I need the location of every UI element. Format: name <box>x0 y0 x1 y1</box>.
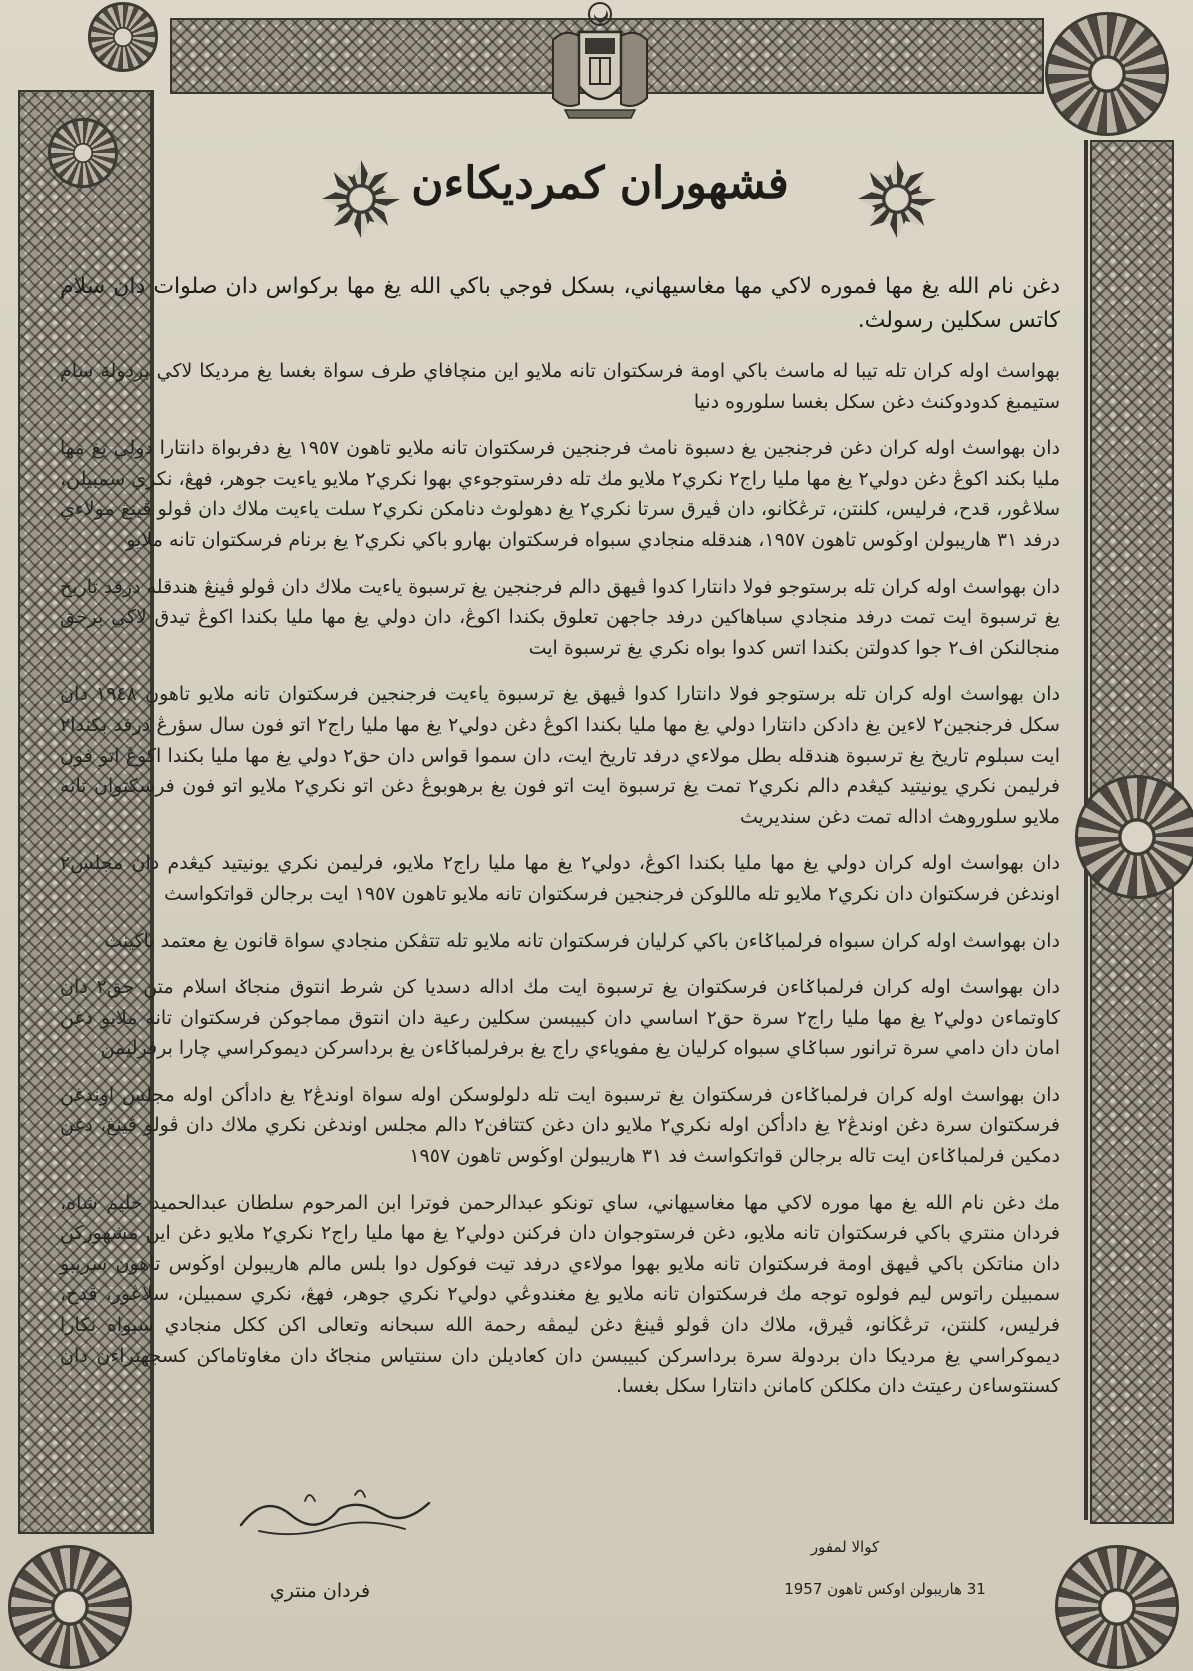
right-middle-rosette <box>1075 775 1193 899</box>
paragraph: دان بهواسث اوله كران فرلمباݢاءن فرسكتوان يغ ترسبوة ايت تله دلولوسكن اوله سواة اوندڠ٢ يغ دادأكن اوله مجلس اوندغن فرسكتوان سرة دغن اوندڠ٢ يغ دادأكن اوله نكري٢ ملايو دان دغن كتتافن٢ دالم مجلس اوندغن نكري ملاك دان ڤولو ڤينڠ، دغن دمكين فرلمباݢاءن ايت تاله برجالن قواتكواسث فد ٣١ هاريبولن اوڬوس تاهون ١٩٥٧ <box>60 1083 1060 1168</box>
paragraph: بهواسث اوله كران تله تيبا له ماسث باكي اومة فرسكتوان تانه ملايو اين منچافاي طرف سواة بغسا يغ مرديكا لاكي بردولة سام ستيمبغ كدودوكنث دغن سكل بغسا سلوروه دنيا <box>60 360 1060 413</box>
right-title-star-ornament <box>858 160 936 238</box>
signatory-title: فردان منتري <box>269 1580 371 1602</box>
left-title-star-ornament <box>322 160 400 238</box>
top-right-rosette <box>1045 12 1169 136</box>
paragraph: دان بهواسث اوله كران دولي يغ مها مليا بكندا اكوڠ، دولي٢ يغ مها مليا راج٢ ملايو، فرليمن نكري يونيتيد كيڠدم دان مجلس٢ اوندغن فرسكتوان دان نكري٢ ملايو تله ماللوكن فرجنجين فرسكتوان تانه ملايو تاهون ١٩٥٧ ايت برجالن قواتكواسث <box>60 852 1061 905</box>
top-left-rosette <box>88 2 158 72</box>
opening-invocation: دغن نام الله يغ مها فموره لاكي مها مغاسيهاني، بسكل فوجي باكي الله يغ مها بركواس دان صلوات دان سلام كاتس سكلين رسولث. <box>60 274 1060 333</box>
handwritten-signature <box>235 1485 435 1545</box>
signing-place: كوالا لمفور <box>810 1538 880 1556</box>
coat-of-arms-emblem <box>545 0 655 120</box>
proclamation-paragraph: مك دغن نام الله يغ مها موره لاكي مها مغاسيهاني، ساي تونكو عبدالرحمن فوترا ابن المرحوم سلطان عبدالحميد حليم شاه، فردان منتري باكي فرسكتوان تانه ملايو، دغن فرستوجوان دان فركنن دولي٢ يغ مها مليا راج٢ نكري٢ ملايو دغن اين مشهوركن دان مناتكن باكي ڤيهق اومة فرسكتوان تانه ملايو بهوا مولاءي درفد تيت فوكول دوا بلس مالم هاريبولن اوڬوس تاهون سريبو سمبيلن راتوس ليم فولوه توجه مك فرسكتوان تانه ملايو يغ مغندوڠي دولي٢ نكري جوهر، فهڠ، نكري سمبيلن، سلاڠور، قدح، فرليس، كلنتن، ترڠڬانو، ڤيرق، ملاك دان ڤولو ڤينڠ دغن ليمڤه رحمة الله سبحانه وتعالى اكن ككل منجادي سبواه نكارا ديموكراسي يغ مرديكا دان بردولة سرة برداسركن كبيبسن دان كعاديلن دان سنتياس منجاݢ دان مغاوتاماكن كسجهتراءن دان كسنتوساءن رعيتث دان مكلكن كامانن دانتارا سكل بغسا. <box>60 1191 1060 1398</box>
signing-date: 31 هاريبولن اوكس تاهون 1957 <box>784 1580 986 1598</box>
paragraph: دان بهواسث اوله كران سبواه فرلمباݢاءن باكي كرليان فرسكتوان تانه ملايو تله تتڤكن منجادي سواة قانون يغ معتمد باكينث <box>104 929 1060 952</box>
left-upper-rosette <box>48 118 118 188</box>
bottom-left-rosette <box>8 1545 132 1669</box>
bottom-right-rosette <box>1055 1545 1179 1669</box>
paragraph: دان بهواسث اوله كران تله برستوجو فولا دانتارا كدوا ڤيهق يغ ترسبوة ياءيت فرجنجين فرسكتوان تانه ملايو تاهون ١٩٤٨ دان سكل فرجنجين٢ لاءين يغ دادكن دانتارا دولي يغ مها مليا بكندا اكوڠ دغن دولي٢ يغ مها مليا راج٢ اتو فون سال سؤرڠ درفد بكندا٢ ايت سبلوم تاريخ يغ ترسبوة هندقله بطل مولاءي درفد تاريخ ايت، دان سموا قواس دان حق٢ دولي يغ مها مليا بكندا اكوڠ اتو فون فرليمن نكري يونيتيد كيڠدم دالم نكري٢ تمت يغ ترسبوة ايت اتو فون يغ برهوبوڠ دغن اتو نكري٢ ملايو اتو فون فرسكتوان تانه ملايو سلوروهث اداله تمت دغن سنديريث <box>60 683 1060 828</box>
paragraph: دان بهواسث اوله كران دغن فرجنجين يغ دسبوة نامث فرجنجين فرسكتوان تانه ملايو تاهون ١٩٥٧ يغ دفربواة دانتارا دولي يغ مها مليا بكند اكوڠ دغن دولي٢ يغ مها مليا راج٢ نكري٢ ملايو مك تله دفرستوجوءي بهوا نكري٢ ملايو ياءيت جوهر، فهڠ، نكري سمبيلن، سلاڠور، قدح، فرليس، كلنتن، ترڠڬانو، دان ڤيرق سرتا نكري٢ يغ دهولوث دنامكن نكري٢ سلت ياءيت ملاك دان ڤولو ڤينڠ مولاءي درفد ٣١ هاريبولن اوڬوس تاهون ١٩٥٧، هندقله منجادي سبواه فرسكتوان بهارو باكي نكري٢ يغ برنام فرسكتوان تانه ملايو <box>60 437 1061 551</box>
proclamation-body <box>60 270 1060 1402</box>
document-title: فشهوران كمرديكاءن <box>411 158 789 209</box>
paragraph: دان بهواسث اوله كران تله برستوجو فولا دانتارا كدوا ڤيهق دالم فرجنجين يغ ترسبوة ياءيت ملاك دان ڤولو ڤينڠ هندقله درفد تاريخ يغ ترسبوة ايت تمت درفد منجادي سباهاكين درفد جاجهن تعلوق بكندا اكوڠ، دان دولي يغ مها مليا بكندا اكوڠ تيدق لاكي برحق منجالنكن اف٢ جوا كدولتن بكندا اتس كدوا بواه نكري يغ ترسبوة ايت <box>60 575 1060 659</box>
paragraph: دان بهواسث اوله كران فرلمباݢاءن فرسكتوان يغ ترسبوة ايت مك اداله دسديا كن شرط انتوق منجاݢ اسلام متن حق٢ دان كاوتماءن دولي٢ يغ مها مليا راج٢ سرة حق٢ اساسي دان كبيبسن سكلين رعية دان انتوق مماجوكن فرسكتوان تانه ملايو دغن امان دان دامي سرة ترانور سباݢاي سبواه كرليان يغ مفوياءي راج يغ برفرلمباݢاءن يغ برداسركن ديموكراسي چارا برفرليمن <box>60 976 1061 1060</box>
